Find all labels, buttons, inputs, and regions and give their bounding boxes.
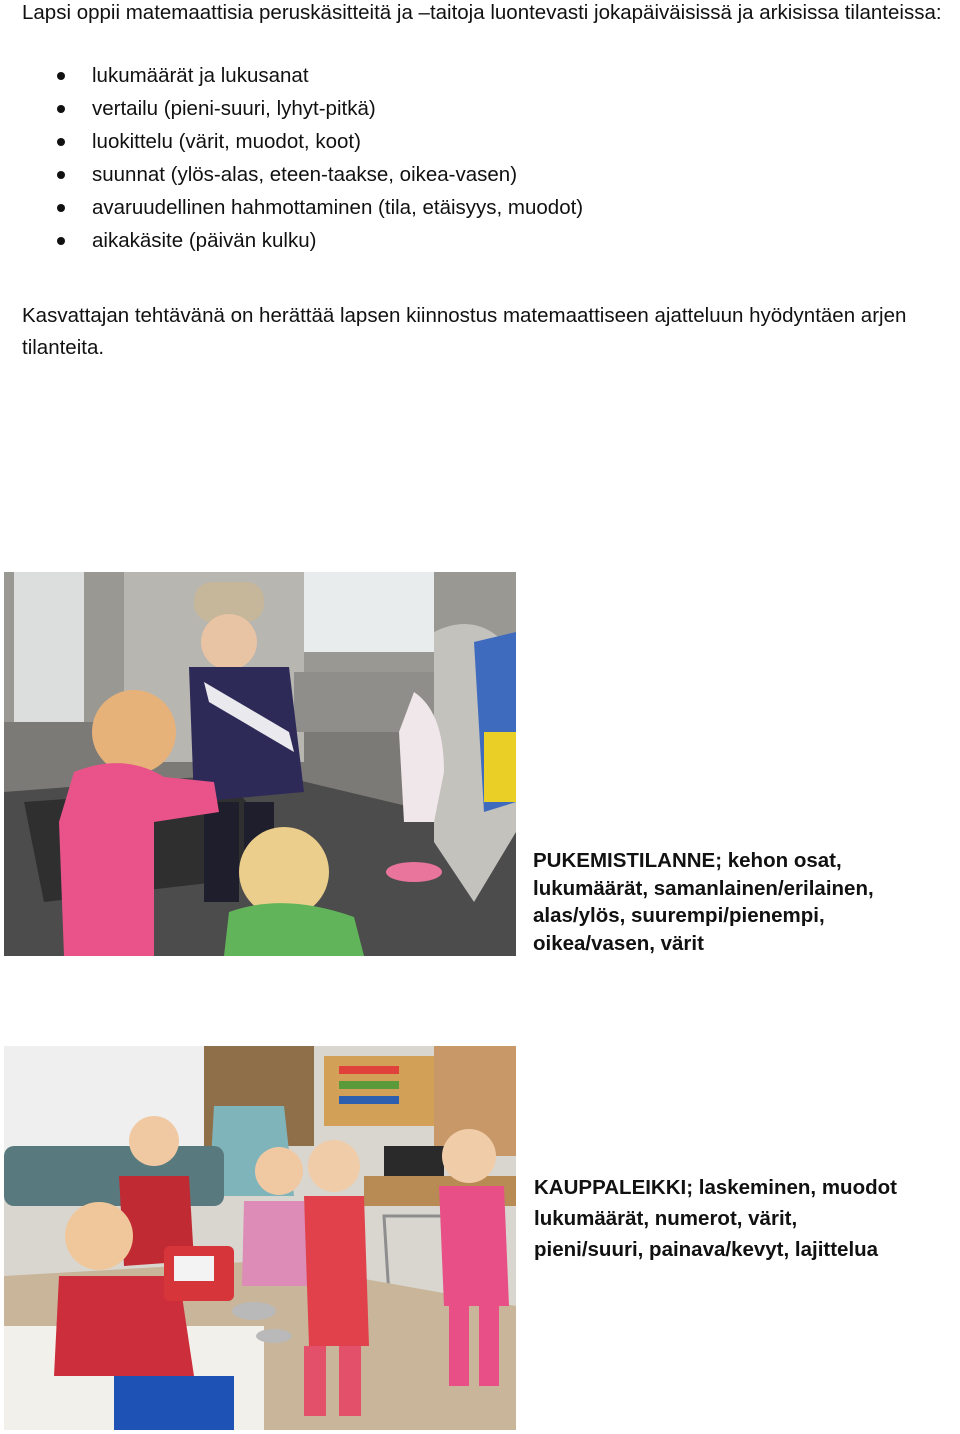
bullet-icon [57,138,65,146]
list-item [0,92,583,125]
list-item [0,125,583,158]
shop-play-photo [4,1046,516,1430]
list-item-text: avaruudellinen hahmottaminen (tila, etäisyys, muodot) [92,196,584,219]
caption-line: KAUPPALEIKKI; laskeminen, muodot [534,1176,897,1199]
bullet-icon [57,72,65,80]
dressing-photo [4,572,516,956]
caption-line: PUKEMISTILANNE; kehon osat, [533,849,842,872]
dressing-photo-illustration [4,572,516,956]
shop-play-caption [534,1172,954,1265]
list-item-text: vertailu (pieni-suuri, lyhyt-pitkä) [92,97,376,120]
bullet-icon [57,171,65,179]
bullet-icon [57,105,65,113]
list-item [0,224,583,257]
list-item-text: suunnat (ylös-alas, eteen-taakse, oikea-vasen) [92,163,518,186]
dressing-caption [533,847,953,957]
educator-task-paragraph: Kasvattajan tehtävänä on herättää lapsen kiinnostus matemaattiseen ajatteluun hyödyntäen arjen tilanteita. [22,304,907,359]
list-item [0,158,583,191]
caption-line: lukumäärät, samanlainen/erilainen, [533,876,874,900]
bullet-icon [57,204,65,212]
concept-list [0,59,583,257]
list-item-text: luokittelu (värit, muodot, koot) [92,130,361,153]
list-item [0,191,583,224]
list-item [0,59,583,92]
list-item-text: lukumäärät ja lukusanat [92,64,309,87]
shop-play-photo-illustration [4,1046,516,1430]
caption-line: alas/ylös, suurempi/pienempi, [533,904,825,927]
caption-line: pieni/suuri, painava/kevyt, lajittelua [534,1238,879,1261]
caption-line: lukumäärät, numerot, värit, [534,1207,798,1230]
caption-line: oikea/vasen, värit [533,931,704,955]
intro-paragraph: Lapsi oppii matemaattisia peruskäsitteitä ja –taitoja luontevasti jokapäiväisissä ja arkisissa tilanteissa: [22,1,942,24]
bullet-icon [57,237,65,245]
list-item-text: aikakäsite (päivän kulku) [92,229,317,252]
